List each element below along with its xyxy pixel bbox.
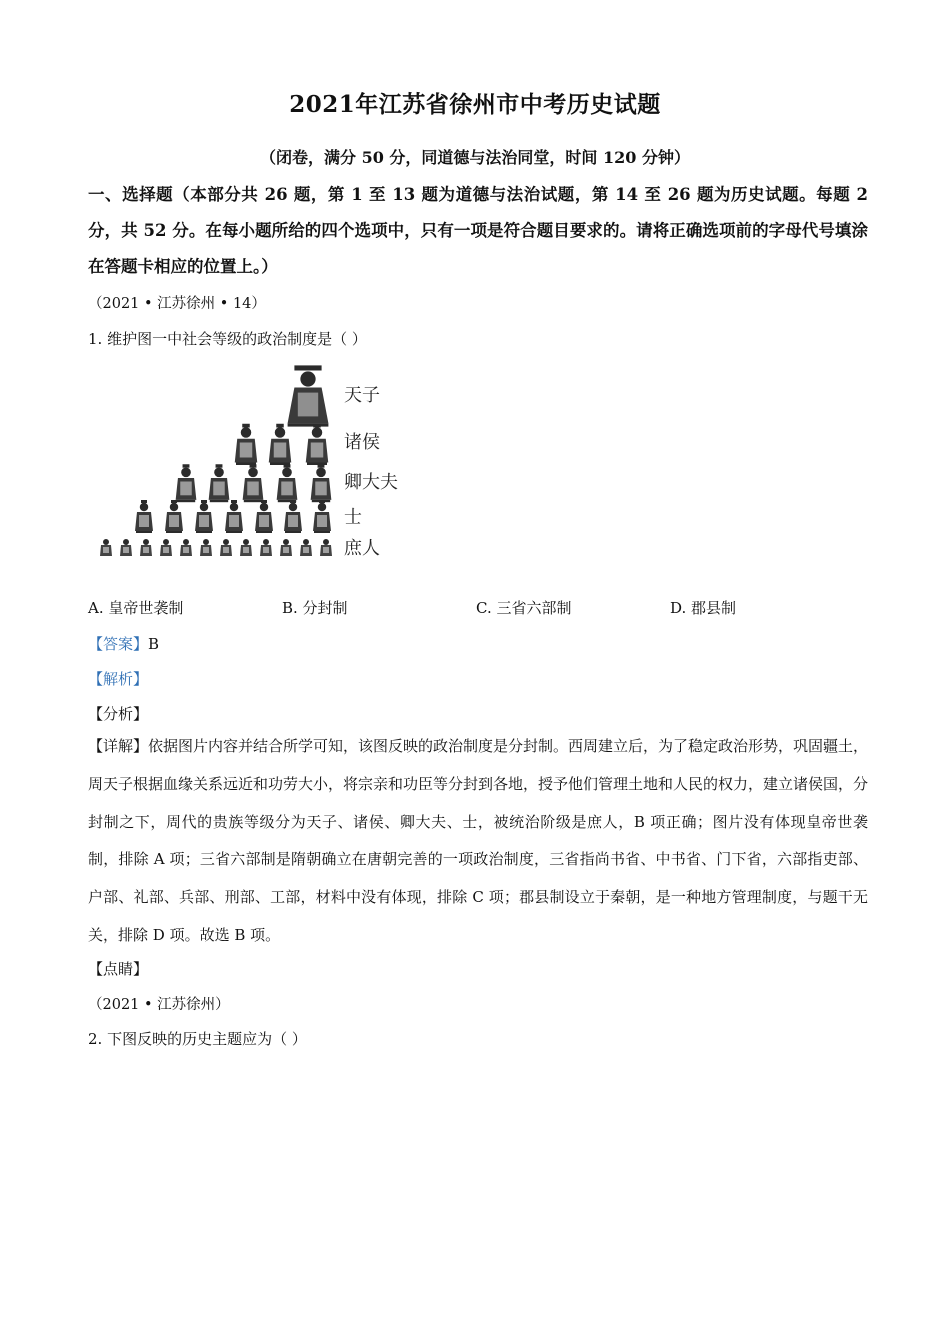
tianzi-figure [288,365,329,426]
option-d[interactable]: D. 郡县制 [670,599,737,617]
analysis-subheading: 【分析】 [88,705,149,723]
label-shuren: 庶人 [344,538,380,559]
label-zhuhou: 诸侯 [344,432,380,453]
label-tianzi: 天子 [344,385,380,406]
question-source: （2021 • 江苏徐州 • 14） [88,296,266,312]
option-c[interactable]: C. 三省六部制 [476,599,572,617]
question-source-2: （2021 • 江苏徐州） [88,997,230,1013]
analysis-tag: 【解析】 [88,670,149,688]
social-hierarchy-figure [96,355,436,570]
question-stem-2: 2. 下图反映的历史主题应为（ ） [88,1030,307,1048]
label-shi: 士 [344,507,362,528]
section-heading: 一、选择题（本部分共 26 题，第 1 至 13 题为道德与法治试题，第 14 至 26 题为历史试题。每题 2 分，共 52 分。在每小题所给的四个选项中，只有一项是符合题目要求的。请将正确选项前的字母代号填涂在答题卡相应的位置上。） [88,185,868,276]
option-a[interactable]: A. 皇帝世袭制 [88,599,184,617]
shi-figures [135,500,331,533]
answer-line [88,633,159,654]
comment-tag: 【点睛】 [88,960,149,978]
shuren-figures [100,539,332,556]
question-stem: 1. 维护图一中社会等级的政治制度是（ ） [88,330,367,348]
option-b[interactable]: B. 分封制 [282,599,348,617]
label-qingdafu: 卿大夫 [344,472,398,493]
answer-value: B [148,635,160,653]
page-title: 2021年江苏省徐州市中考历史试题 [289,91,661,118]
zhuhou-figures [235,424,329,465]
detail-explanation: 【详解】依据图片内容并结合所学可知，该图反映的政治制度是分封制。西周建立后，为了稳定政治形势，巩固疆土，周天子根据血缘关系远近和功劳大小，将宗亲和功臣等分封到各地，授予他们管理土地和人民的权力，建立诸侯国，分封制之下，周代的贵族等级分为天子、诸侯、卿大夫、士，被统治阶级是庶人，B 项正确；图片没有体现皇帝世袭制，排除 A 项；三省六部制是隋朝确立在唐朝完善的一项政治制度，三省指尚书省、中书省、门下省，六部指吏部、户部、礼部、兵部、刑部、工部，材料中没有体现，排除 C 项；郡县制设立于秦朝，是一种地方管理制度，与题干无关，排除 D 项。故选 B 项。 [88,737,869,944]
qingdafu-figures [176,464,332,502]
exam-subtitle: （闭卷，满分 50 分，同道德与法治同堂，时间 120 分钟） [260,148,690,167]
answer-tag: 【答案】 [88,635,149,653]
